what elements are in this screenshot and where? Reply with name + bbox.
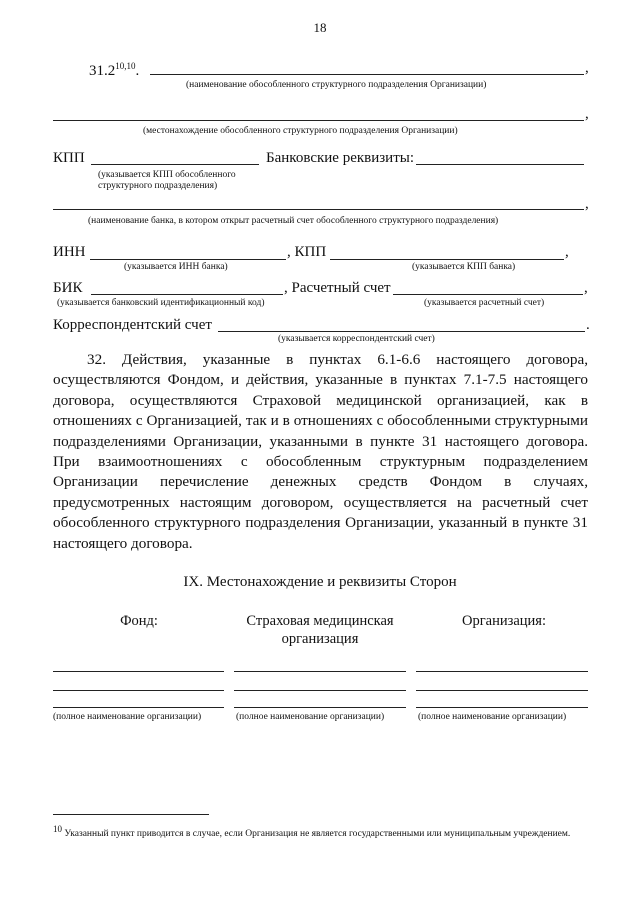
party-insurer-label: Страховая медицинская организация xyxy=(246,613,394,647)
bank-kpp-field[interactable] xyxy=(330,259,564,260)
inn-caption: (указывается ИНН банка) xyxy=(124,262,228,272)
page-number: 18 xyxy=(313,20,327,35)
division-location-caption: (местонахождение обособленного структурного подразделения Организации) xyxy=(143,126,458,136)
clause-dot: . xyxy=(135,63,140,79)
section-title: IX. Местонахождение и реквизиты Сторон xyxy=(183,574,457,590)
inn-label: ИНН xyxy=(53,244,86,260)
corr-account-label: Корреспондентский счет xyxy=(53,317,212,333)
comma: , xyxy=(585,106,589,122)
division-name-caption: (наименование обособленного структурного подразделения Организации) xyxy=(186,80,487,90)
bank-name-caption: (наименование банка, в котором открыт расчетный счет обособленного структурного подразделения) xyxy=(88,216,499,226)
bank-kpp-label: , КПП xyxy=(287,244,327,260)
party-fund-label: Фонд: xyxy=(120,613,158,629)
kpp-label: КПП xyxy=(53,150,85,166)
corr-account-caption: (указывается корреспондентский счет) xyxy=(278,334,435,344)
insurer-line-1[interactable] xyxy=(234,671,406,672)
bik-caption: (указывается банковский идентификационный код) xyxy=(57,298,265,308)
bank-details-label: Банковские реквизиты: xyxy=(266,150,415,166)
fund-line-3[interactable] xyxy=(53,707,224,708)
kpp-caption: (указывается КПП обособленного структурного подразделения) xyxy=(98,170,236,191)
bik-field[interactable] xyxy=(91,294,283,295)
organization-caption: (полное наименование организации) xyxy=(418,712,567,722)
fund-line-2[interactable] xyxy=(53,690,224,691)
insurer-line-3[interactable] xyxy=(234,707,406,708)
footnote-text: Указанный пункт приводится в случае, если Организация не является государственными или муниципальным учреждением. xyxy=(64,829,571,840)
party-organization-label: Организация: xyxy=(461,613,546,629)
footnote-mark: 10 xyxy=(53,824,62,834)
division-name-field[interactable] xyxy=(150,74,584,75)
insurer-line-2[interactable] xyxy=(234,690,406,691)
comma: , xyxy=(585,196,589,212)
period: . xyxy=(586,317,590,333)
clause-32 xyxy=(53,350,588,554)
footnote-rule xyxy=(53,814,209,815)
account-caption: (указывается расчетный счет) xyxy=(424,298,545,308)
footnote xyxy=(53,823,588,841)
fund-caption: (полное наименование организации) xyxy=(53,712,202,722)
clause-footnote-mark: 10,10 xyxy=(115,61,136,71)
comma: , xyxy=(584,280,588,296)
clause-number-text: 31.2 xyxy=(89,63,116,79)
inn-field[interactable] xyxy=(90,259,286,260)
organization-line-2[interactable] xyxy=(416,690,588,691)
kpp-field[interactable] xyxy=(91,164,259,165)
comma: , xyxy=(585,60,589,76)
fund-line-1[interactable] xyxy=(53,671,224,672)
organization-line-1[interactable] xyxy=(416,671,588,672)
organization-line-3[interactable] xyxy=(416,707,588,708)
account-label: , Расчетный счет xyxy=(284,280,391,296)
corr-account-field[interactable] xyxy=(218,331,585,332)
bank-kpp-caption: (указывается КПП банка) xyxy=(412,262,516,272)
insurer-caption: (полное наименование организации) xyxy=(236,712,385,722)
bank-details-field[interactable] xyxy=(416,164,584,165)
clause-32-text: 32. Действия, указанные в пунктах 6.1-6.6 настоящего договора, осуществляются Фондом, и действия, указанные в пунктах 7.1-7.5 настоящего договора, осуществляются Страховой медицинской организацией, как в отношениях с Организацией, так и в отношениях с обособленными структурными подразделениями Организации, указанными в пункте 31 настоящего договора. При взаимоотношениях с обособленным структурным подразделением Организации перечисление денежных средств Фондом в случаях, предусмотренных настоящим договором, осуществляется на расчетный счет обособленного структурного подразделения Организации, указанный в пункте 31 настоящего договора. xyxy=(53,351,588,552)
account-field[interactable] xyxy=(393,294,583,295)
comma: , xyxy=(565,244,569,260)
clause-number xyxy=(89,62,139,79)
bik-label: БИК xyxy=(53,280,83,296)
division-location-field[interactable] xyxy=(53,120,584,121)
bank-name-field[interactable] xyxy=(53,209,584,210)
